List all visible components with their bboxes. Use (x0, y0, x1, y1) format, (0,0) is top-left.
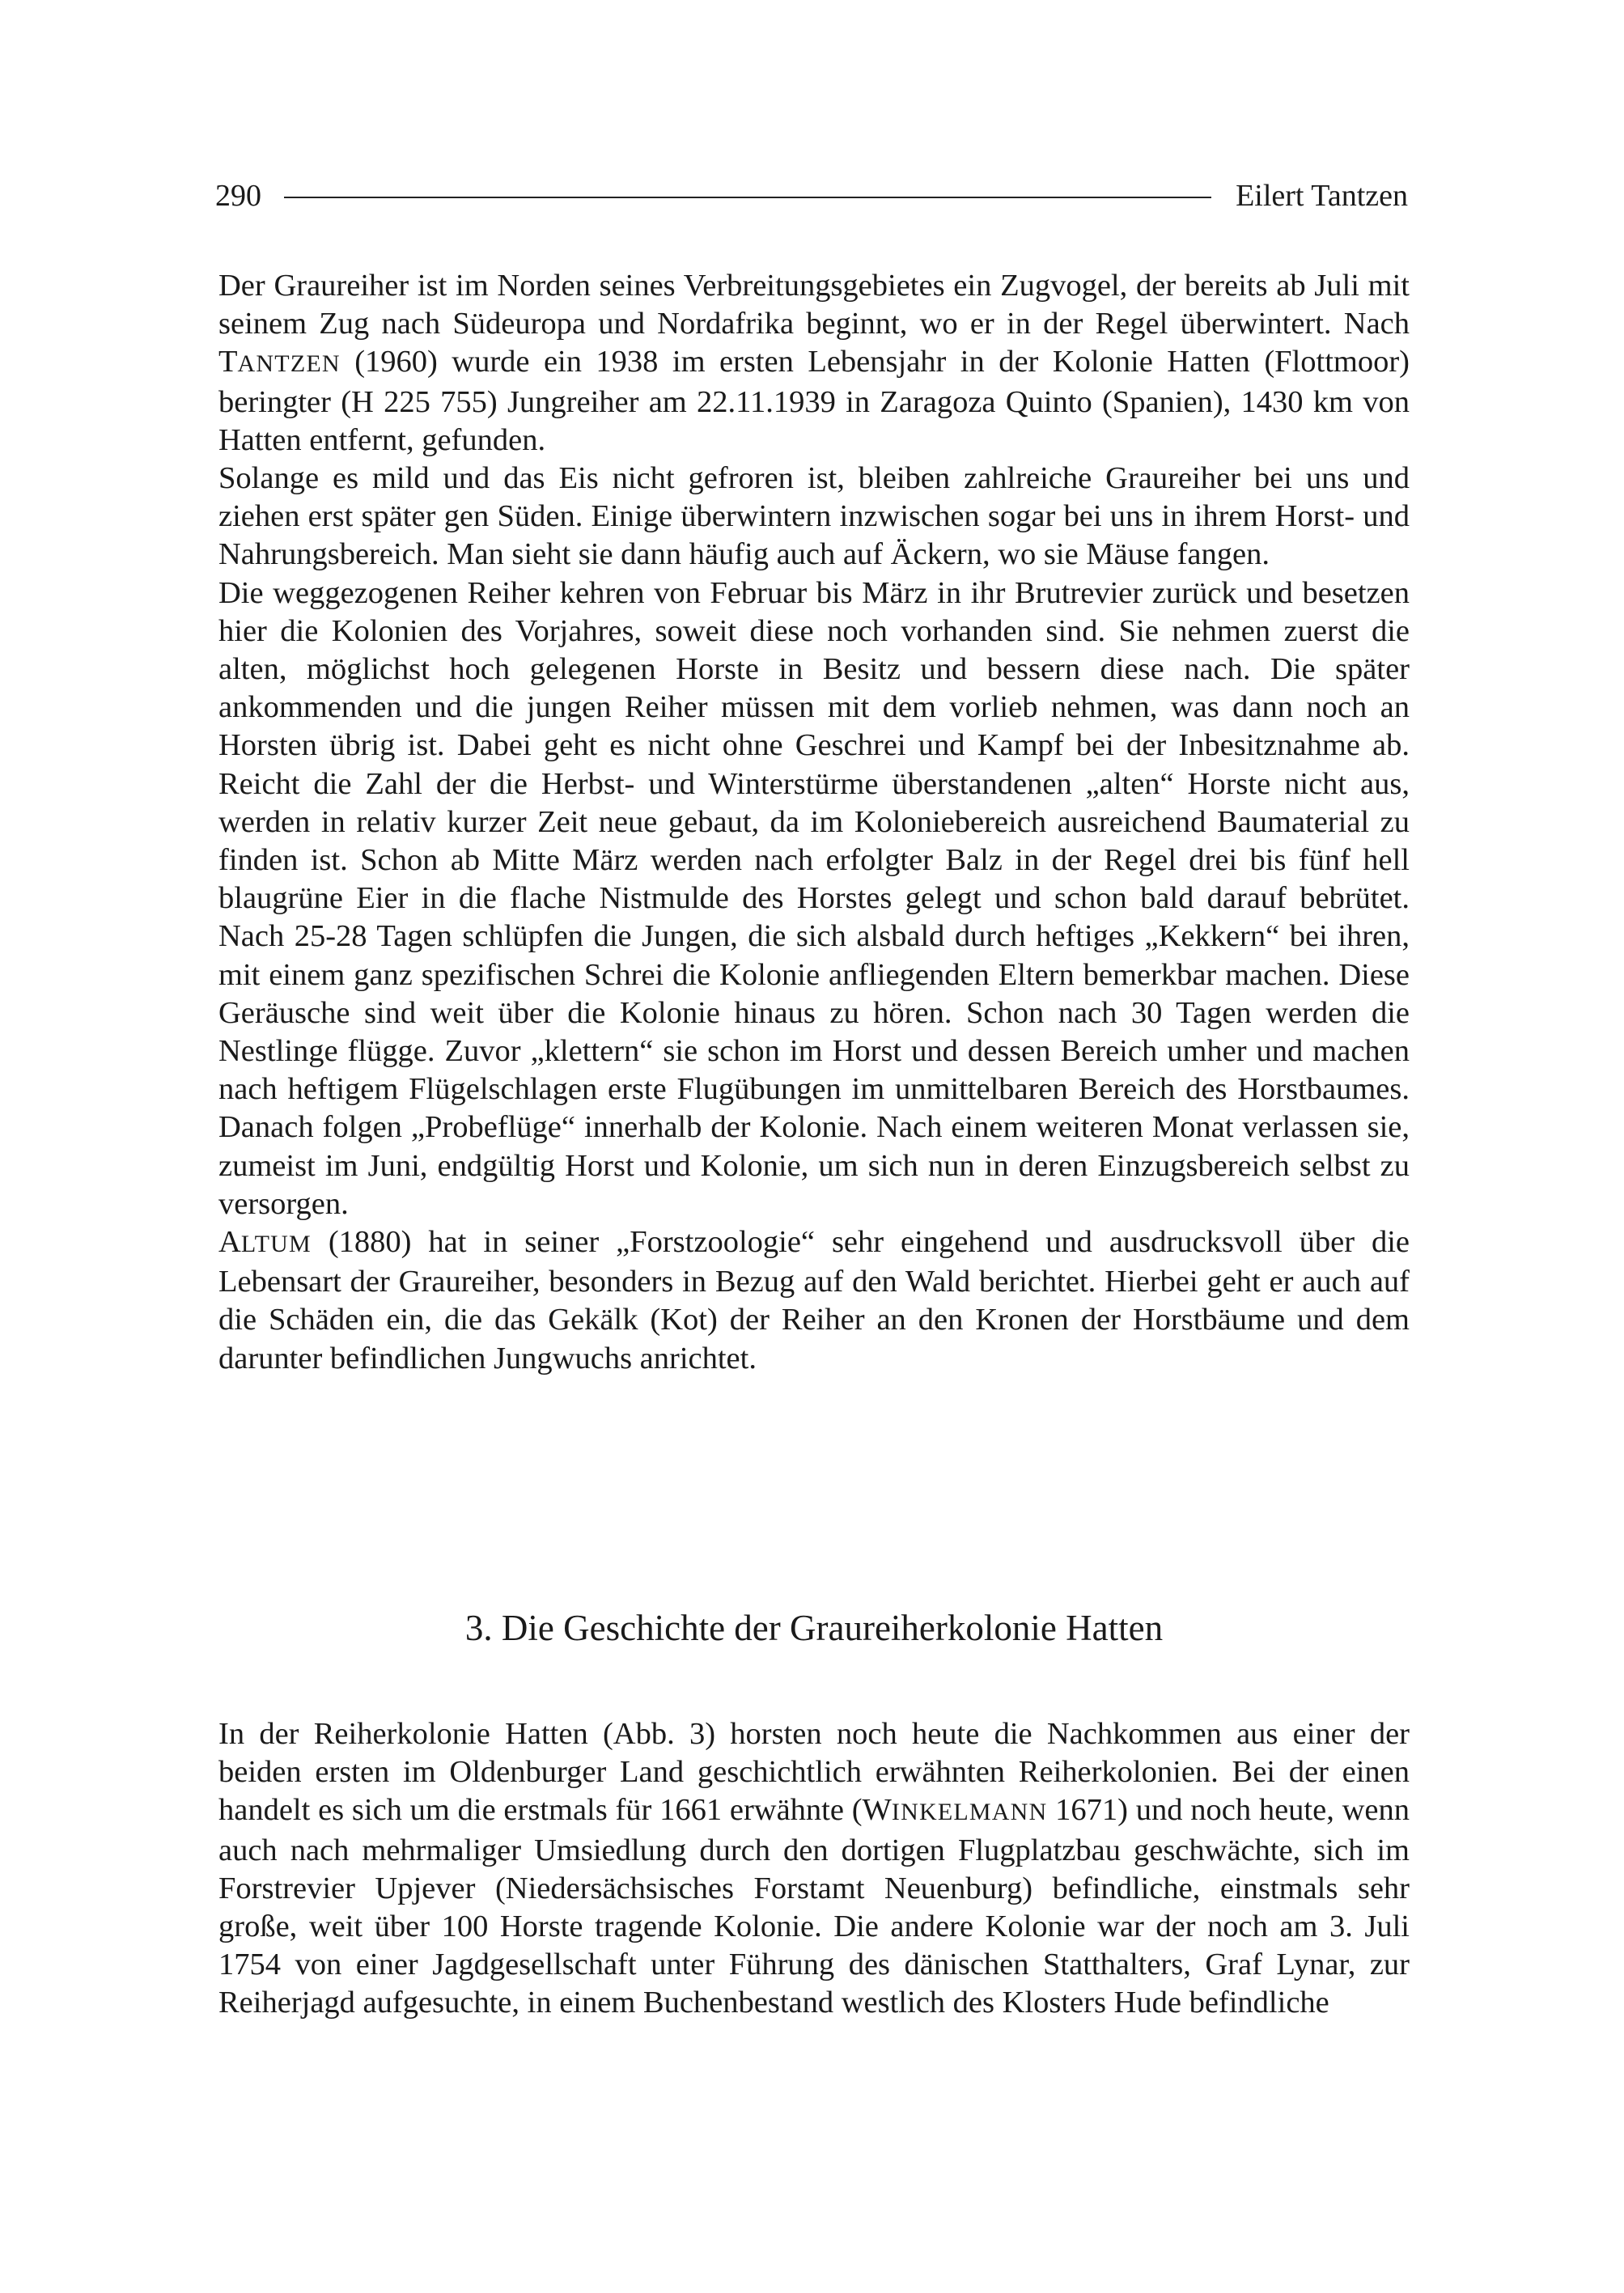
paragraph (218, 574, 1410, 1223)
running-header (215, 173, 1408, 218)
running-head-author: Eilert Tantzen (1236, 179, 1408, 213)
text-run: 1671) und noch heute, wenn auch nach mehrmaliger Umsiedlung durch den dortigen Flugplatzbau geschwächte, sich im Forstrevier Upjever (Niedersächsisches Forstamt Neuenburg) befindliche, einstmals sehr große, weit über 100 Horste tragende Kolonie. Die andere Kolonie war der noch am 3. Juli 1754 von einer Jagdgesellschaft unter Führung des dänischen Statthalters, Graf Lynar, zur Reiherjagd aufgesuchte, in einem Buchenbestand westlich des Klosters Hude befindliche (218, 1793, 1410, 2020)
section-heading: 3. Die Geschichte der Graureiherkolonie Hatten (464, 1608, 1164, 1648)
text-run: In der Reiherkolonie Hatten (Abb. 3) horsten noch heute die Nachkommen aus einer der beiden ersten im Oldenburger Land geschichtlich erwähnten Reiherkolonien. Bei der einen handelt es sich um die erstmals für 1661 erwähnte ( (218, 1717, 1410, 1828)
paragraph (218, 1223, 1410, 1378)
text-run: Die weggezogenen Reiher kehren von Februar bis März in ihr Brutrevier zurück und besetzen hier die Kolonien des Vorjahres, soweit diese noch vorhanden sind. Sie nehmen zuerst die alten, möglichst hoch gelegenen Horste in Besitz und bessern diese nach. Die später ankommenden und die jungen Reiher müssen mit dem vorlieb nehmen, was dann noch an Horsten übrig ist. Dabei geht es nicht ohne Geschrei und Kampf bei der Inbesitznahme ab. Reicht die Zahl der die Herbst- und Winterstürme überstandenen „alten“ Horste nicht aus, werden in relativ kurzer Zeit neue gebaut, da im Koloniebereich ausreichend Baumaterial zu finden ist. Schon ab Mitte März werden nach erfolgter Balz in der Regel drei bis fünf hell blaugrüne Eier in die flache Nistmulde des Horstes gelegt und schon bald darauf bebrütet. Nach 25-28 Tagen schlüpfen die Jungen, die sich alsbald durch heftiges „Kekkern“ bei ihren, mit einem ganz spezifischen Schrei die Kolonie anfliegenden Eltern bemerkbar machen. Diese Geräusche sind weit über die Kolonie hinaus zu hören. Schon nach 30 Tagen werden die Nestlinge flügge. Zuvor „klettern“ sie schon im Horst und dessen Bereich umher und machen nach heftigem Flügelschlagen erste Flugübungen im unmittelbaren Bereich des Horstbaumes. Danach folgen „Probeflüge“ innerhalb der Kolonie. Nach einem weiteren Monat verlassen sie, zumeist im Juni, endgültig Horst und Kolonie, um sich nun in deren Einzugsbereich selbst zu versorgen. (218, 575, 1410, 1221)
section-body-text (218, 1715, 1410, 2023)
text-run: (1880) hat in seiner „Forstzoologie“ sehr eingehend und ausdrucksvoll über die Lebensart der Graureiher, besonders in Bezug auf den Wald berichtet. Hierbei geht er auch auf die Schäden ein, die das Gekälk (Kot) der Reiher an den Kronen der Horstbäume und dem darunter befindlichen Jungwuchs anrichtet. (218, 1225, 1410, 1375)
text-run: Der Graureiher ist im Norden seines Verbreitungsgebietes ein Zugvogel, der bereits ab Juli mit seinem Zug nach Südeuropa und Nordafrika beginnt, wo er in der Regel überwintert. Nach (218, 269, 1410, 341)
cited-author-name: TANTZEN (218, 345, 341, 379)
paragraph (218, 460, 1410, 574)
paragraph (218, 1715, 1410, 2023)
cited-author-name: ALTUM (218, 1225, 312, 1260)
text-run: (1960) wurde ein 1938 im ersten Lebensjahr in der Kolonie Hatten (Flottmoor) beringter (H 225 755) Jungreiher am 22.11.1939 in Zaragoza Quinto (Spanien), 1430 km von Hatten entfernt, gefunden. (218, 345, 1410, 457)
paragraph (218, 267, 1410, 460)
body-text (218, 267, 1410, 1378)
text-run: Solange es mild und das Eis nicht gefroren ist, bleiben zahlreiche Graureiher bei uns und ziehen erst später gen Süden. Einige überwintern inzwischen sogar bei uns in ihrem Horst- und Nahrungsbereich. Man sieht sie dann häufig auch auf Äckern, wo sie Mäuse fangen. (218, 461, 1410, 572)
cited-author-name: WINKELMANN (862, 1793, 1048, 1828)
header-rule (284, 197, 1211, 198)
page-number: 290 (215, 179, 261, 213)
